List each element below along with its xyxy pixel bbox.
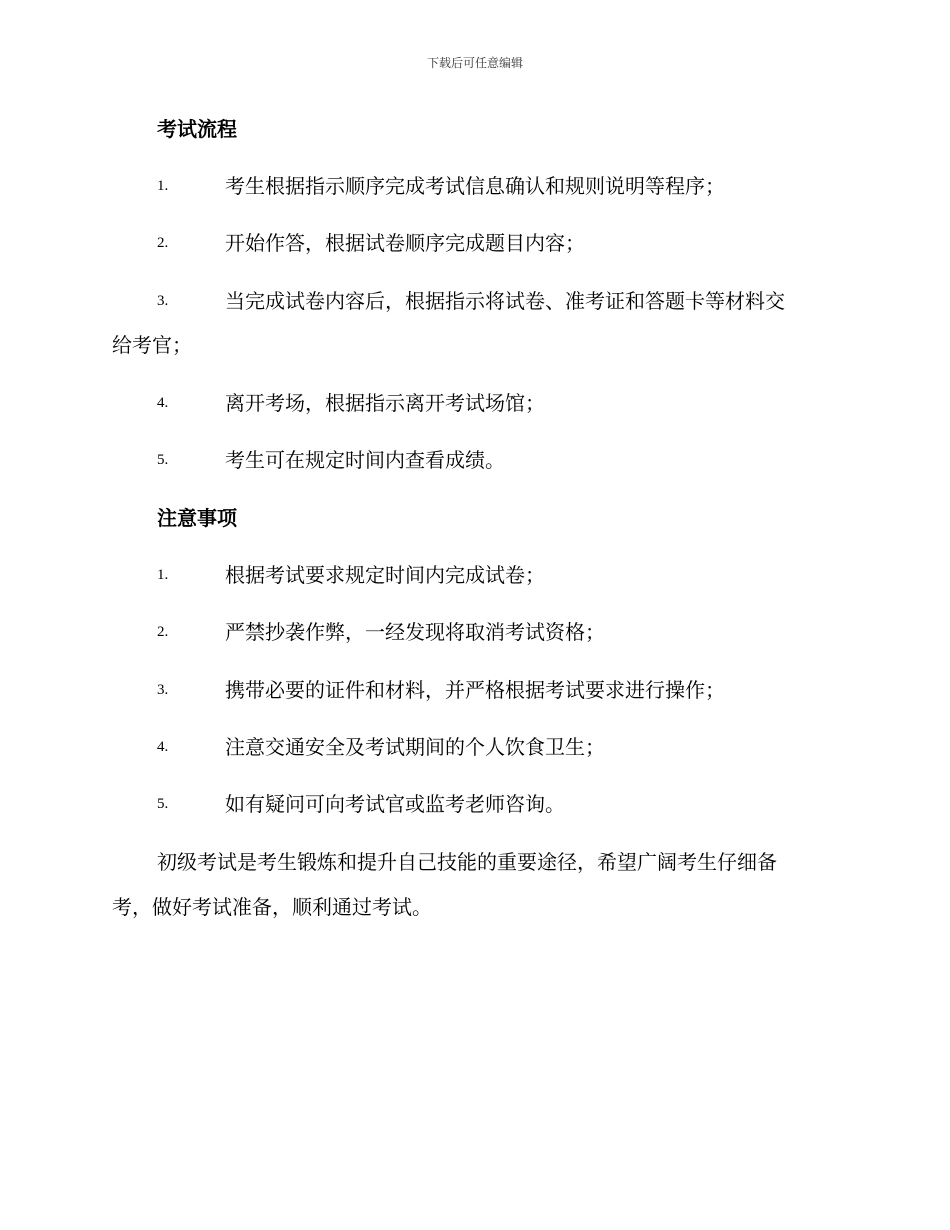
list-item-number: 1. bbox=[157, 178, 169, 194]
list-item bbox=[0, 733, 950, 761]
list-item-continuation bbox=[0, 331, 950, 359]
list-item-number: 5. bbox=[157, 452, 169, 468]
list-item bbox=[0, 389, 950, 417]
list-item-number: 2. bbox=[157, 235, 169, 251]
list-item-text: 根据考试要求规定时间内完成试卷； bbox=[225, 563, 545, 587]
list-item bbox=[0, 287, 950, 315]
list-item-number: 3. bbox=[157, 682, 169, 698]
list-item-number: 4. bbox=[157, 395, 169, 411]
list-item-text-continuation: 给考官； bbox=[112, 333, 192, 357]
list-item bbox=[0, 446, 950, 474]
list-item-text: 严禁抄袭作弊，一经发现将取消考试资格； bbox=[225, 620, 605, 644]
list-item-text: 当完成试卷内容后，根据指示将试卷、准考证和答题卡等材料交 bbox=[225, 289, 785, 313]
section-title-exam-process: 考试流程 bbox=[157, 117, 237, 141]
list-item-text: 考生可在规定时间内查看成绩。 bbox=[225, 448, 505, 472]
list-item bbox=[0, 618, 950, 646]
section-title-notes: 注意事项 bbox=[157, 506, 237, 530]
list-item-text: 考生根据指示顺序完成考试信息确认和规则说明等程序； bbox=[225, 174, 725, 198]
list-item-text: 注意交通安全及考试期间的个人饮食卫生； bbox=[225, 735, 605, 759]
list-item bbox=[0, 229, 950, 257]
list-item bbox=[0, 172, 950, 200]
list-item-number: 2. bbox=[157, 624, 169, 640]
list-item-text: 离开考场，根据指示离开考试场馆； bbox=[225, 391, 545, 415]
list-item-number: 3. bbox=[157, 293, 169, 309]
list-item-text: 如有疑问可向考试官或监考老师咨询。 bbox=[225, 792, 565, 816]
list-item-number: 4. bbox=[157, 739, 169, 755]
list-item-number: 5. bbox=[157, 796, 169, 812]
list-item-text: 开始作答，根据试卷顺序完成题目内容； bbox=[225, 231, 585, 255]
closing-paragraph-line-1: 初级考试是考生锻炼和提升自己技能的重要途径，希望广阔考生仔细备 bbox=[157, 850, 777, 874]
list-item bbox=[0, 790, 950, 818]
list-item bbox=[0, 676, 950, 704]
list-item-number: 1. bbox=[157, 567, 169, 583]
closing-paragraph-line-2: 考，做好考试准备，顺利通过考试。 bbox=[112, 895, 432, 919]
list-item-text: 携带必要的证件和材料，并严格根据考试要求进行操作； bbox=[225, 678, 725, 702]
list-item bbox=[0, 561, 950, 589]
page-header-note: 下载后可任意编辑 bbox=[426, 56, 523, 70]
